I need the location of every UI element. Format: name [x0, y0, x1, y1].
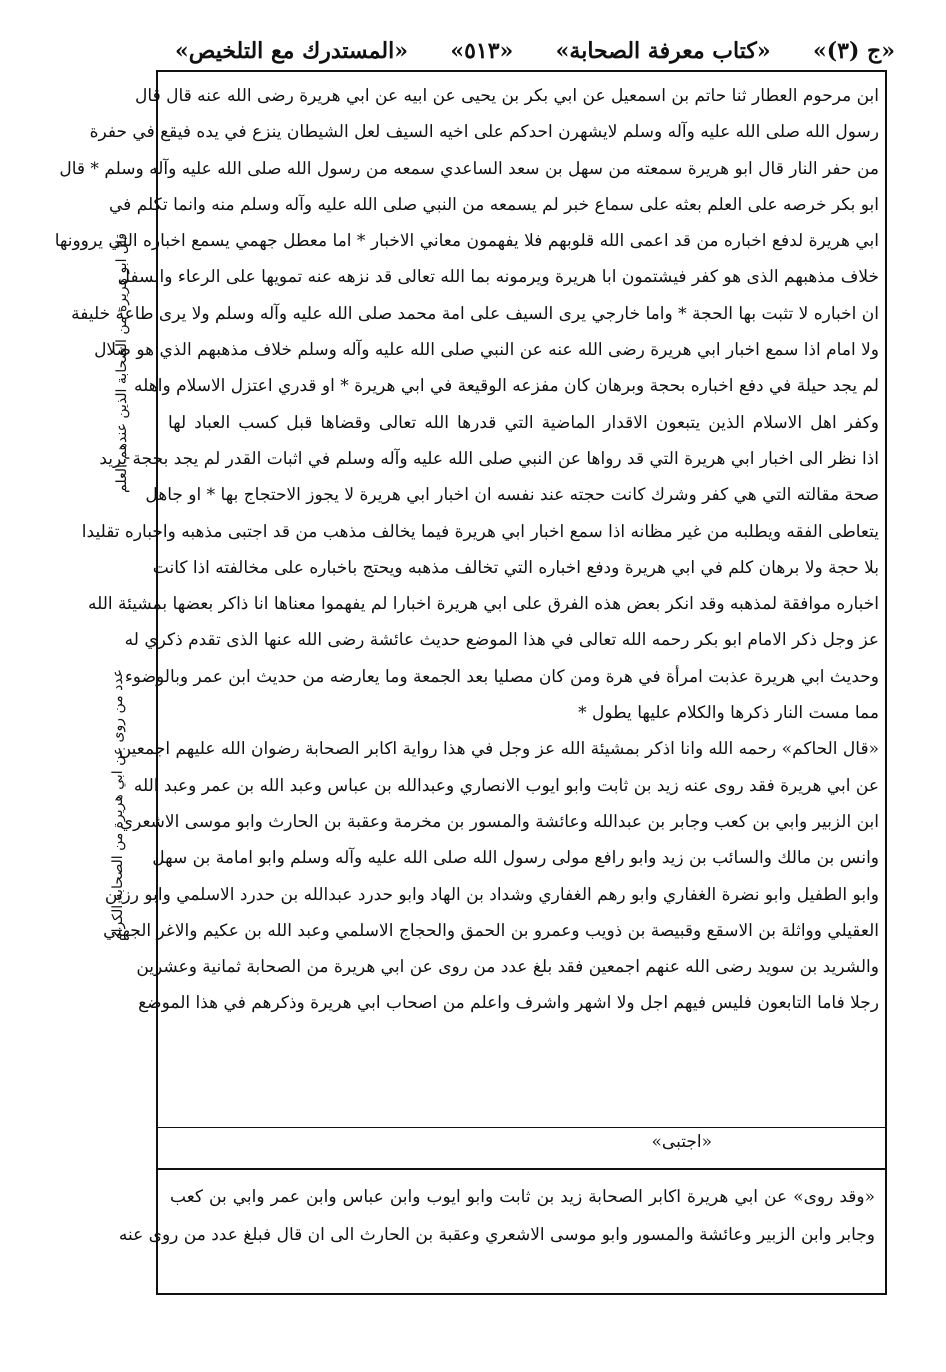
- text-line-short: مما مست النار ذكرها والكلام عليها يطول *: [578, 703, 879, 724]
- book-title: «المستدرك مع التلخيص»: [175, 38, 408, 64]
- text-line: والشريد بن سويد رضى الله عنهم اجمعين فقد بلغ عدد من روى عن ابي هريرة من الصحابة ثمانية وعشرين: [136, 957, 879, 978]
- marginal-note-lower: عدد من روى عن ابي هريرة من الصحابة الكرام: [110, 668, 126, 942]
- text-line: العقيلي وواثلة بن الاسقع وقبيصة بن ذويب وعمرو بن الحمق والحجاج الاسلمي وعبد الله بن عكيم والاغر الجهني: [103, 920, 879, 941]
- text-line: وحديث ابي هريرة عذبت امرأة في هرة ومن كان مصليا بعد الجمعة وما يعارضه من حديث ابن عمر وبالوضوء: [124, 666, 879, 687]
- text-line: عن ابي هريرة فقد روى عنه زيد بن ثابت وابو ايوب الانصاري وعبدالله بن عباس وعبد الله بن عمر وعبد الله: [133, 775, 879, 796]
- text-line: رجلا فاما التابعون فليس فيهم اجل ولا اشهر واشرف واعلم من اصحاب ابي هريرة وذكرهم في هذا الموضع: [138, 993, 879, 1014]
- text-line: رسول الله صلى الله عليه وآله وسلم لايشهرن احدكم على اخيه السيف لعل الشيطان ينزع في يده فيقع في حفرة: [89, 122, 879, 143]
- text-line: وانس بن مالك والسائب بن زيد وابو رافع مولى رسول الله صلى الله عليه وآله وسلم وابو امامة بن سهل: [152, 848, 879, 869]
- volume-label: «ج (٣)»: [812, 38, 895, 64]
- text-line: من حفر النار قال ابو هريرة سمعته من سهل بن سعد الساعدي سمعه من رسول الله صلى الله عليه وآله وسلم * قال: [59, 158, 879, 179]
- text-line: وابو الطفيل وابو نضرة الغفاري وابو رهم الغفاري وشداد بن الهاد وابو حدرد عبدالله بن حدرد الاسلمي وابو رزين: [104, 884, 879, 905]
- text-line: ابو بكر خرصه على العلم بعثه على سماع خبر لم يسمعه من النبي صلى الله عليه وآله وسلم منه وانما تكلم في: [109, 194, 879, 215]
- summary-text: [118, 1178, 875, 1254]
- text-line: اخباره موافقة لمذهبه وقد انكر بعض هذه الفرق على ابي هريرة اخبارا لم يفهموا معناها انا ذاكر بعضها بمشيئة الله: [87, 594, 879, 615]
- summary-line: «وقد روى» عن ابي هريرة اكابر الصحابة زيد بن ثابت وابو ايوب وابن عباس وابن عمر وابي بن كعب: [170, 1187, 875, 1207]
- page-header: [175, 32, 895, 70]
- footnote-row: [156, 1127, 887, 1164]
- text-line: بلا حجة ولا برهان كلم في ابي هريرة ودفع اخباره التي تخالف مذهبه ويحتج باخباره على مخالفته اذا كانت: [152, 557, 879, 578]
- text-line: ابن مرحوم العطار ثنا حاتم بن اسمعيل عن ابي بكر بن يحيى عن ابيه عن ابي هريرة رضى الله عنه قال قال: [135, 86, 879, 106]
- text-line: ان اخباره لا تثبت بها الحجة * واما خارجي يرى السيف على امة محمد صلى الله عليه وآله وسلم ولا يرى طاعة خليفة: [71, 303, 879, 324]
- text-line: ابي هريرة لدفع اخباره من قد اعمى الله قلوبهم فلا يفهمون معاني الاخبار * اما معطل جهمي يسمع اخباره التي يروونها: [54, 231, 879, 252]
- section-title: «كتاب معرفة الصحابة»: [555, 38, 771, 64]
- text-line: ولا امام اذا سمع اخبار ابي هريرة رضى الله عنه عن النبي صلى الله عليه وآله وسلم خلاف مذهبهم الذي هو ضلال: [94, 340, 879, 361]
- page-number: «٥١٣»: [450, 38, 514, 64]
- text-line: اذا نظر الى اخبار ابي هريرة التي قد رواها عن النبي صلى الله عليه وآله وسلم في اثبات القدر لم يجد بحجة يريد: [99, 448, 879, 469]
- text-line: ابن الزبير وابي بن كعب وجابر بن عبدالله وعائشة والمسور بن مخرمة وعقبة بن الحارث وابو موسى الاشعري: [119, 811, 879, 832]
- text-line: خلاف مذهبهم الذى هو كفر فيشتمون ابا هريرة ويرمونه بما الله تعالى قد نزهه عنه تمويها على الرعاء والسفل: [117, 267, 879, 288]
- text-line: لم يجد حيلة في دفع اخباره بحجة وبرهان كان مفزعه الوقيعة في ابي هريرة * او قدري اعتزل الاسلام واهله: [134, 376, 879, 397]
- footnote-label: «اجتبى»: [651, 1132, 712, 1152]
- text-line: «قال الحاكم» رحمه الله وانا اذكر بمشيئة الله عز وجل في هذا رواية اكابر الصحابة رضوان الله عليهم اجمعين: [118, 739, 879, 760]
- text-line: عز وجل ذكر الامام ابو بكر رحمه الله تعالى في هذا الموضع حديث عائشة رضى الله عنها الذى تقدم ذكري له: [124, 630, 879, 651]
- summary-box: [118, 1168, 887, 1295]
- summary-line: وجابر وابن الزبير وعائشة والمسور وابو موسى الاشعري وعقبة بن الحارث الى ان قال فبلغ عدد من روى عنه: [118, 1225, 875, 1245]
- text-line: صحة مقالته التي هي كفر وشرك كانت حجته عند نفسه ان اخبار ابي هريرة لا يجوز الاحتجاج بها * او جاهل: [145, 485, 879, 506]
- text-line: وكفر اهل الاسلام الذين يتبعون الاقدار الماضية التي قدرها الله تعالى وقضاها قبل كسب العباد لها: [168, 412, 879, 433]
- text-line: يتعاطى الفقه ويطلبه من غير مظانه اذا سمع اخبار ابي هريرة فيما يخالف مذهب من قد اجتبى مذهبه واخباره تقليدا: [81, 521, 879, 542]
- marginal-note-upper: قال ابو هريرة من الصحابة الذين عندهم العلم: [114, 232, 130, 494]
